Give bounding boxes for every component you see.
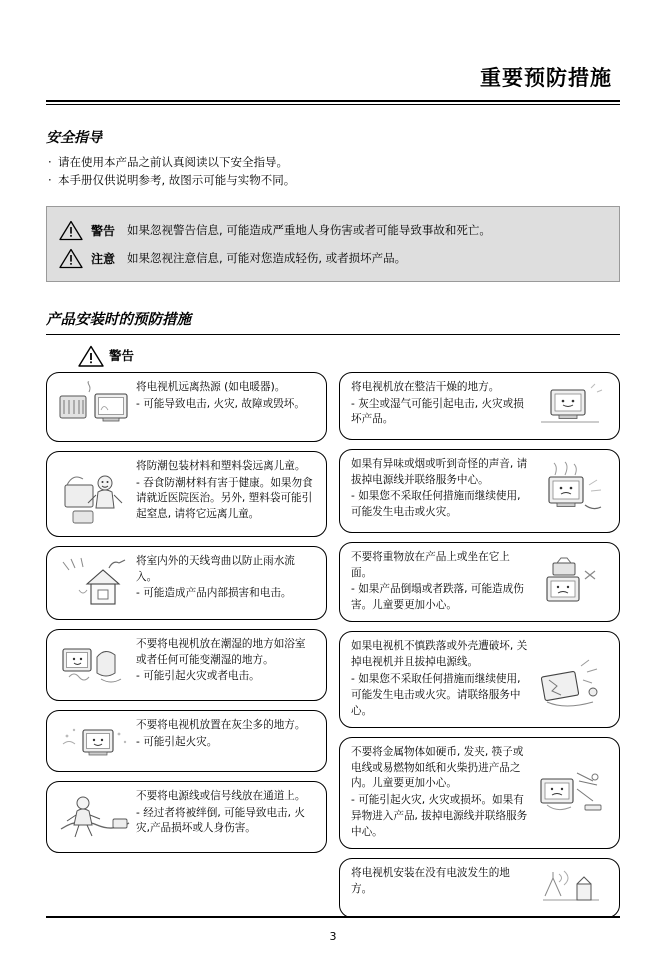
card-text	[134, 637, 317, 686]
card-text	[349, 550, 532, 615]
card-main-text: 如果电视机不慎跌落或外壳遭破坏, 关掉电视机并且拔掉电源线。	[351, 640, 528, 669]
safety-bullet-1	[48, 154, 620, 172]
page-number: 3	[329, 930, 337, 943]
bullet-dot: ·	[48, 155, 52, 169]
plastic-bag-child-illustration	[56, 459, 134, 529]
warning-triangle-icon	[78, 345, 102, 366]
card-main-text: 如果有异味或烟或听到奇怪的声音, 请拔掉电源线并联络服务中心。	[351, 457, 528, 486]
bathroom-humidity-illustration	[56, 637, 134, 693]
warning-triangle-icon	[59, 220, 83, 241]
safety-bullet-2-text: 本手册仅供说明参考, 故图示可能与实物不同。	[58, 172, 296, 187]
dusty-place-illustration	[56, 718, 134, 764]
cable-on-walkway-illustration	[56, 789, 134, 845]
broken-tv-unplug-illustration	[532, 646, 610, 712]
card-text	[134, 459, 317, 524]
footer-rule	[46, 916, 620, 918]
card-bathroom-humidity	[46, 629, 327, 701]
card-text	[349, 745, 532, 841]
no-radio-wave-area-illustration	[532, 866, 610, 910]
card-text	[134, 380, 317, 413]
install-warning-heading	[78, 345, 620, 366]
card-text	[134, 554, 317, 603]
card-main-text: 不要将电视机放置在灰尘多的地方。	[136, 718, 306, 731]
tv-near-heater-illustration	[56, 380, 134, 434]
card-text	[349, 380, 532, 429]
card-sub-text: - 可能导致电击, 火灾, 故障或毁坏。	[136, 397, 305, 410]
card-main-text: 不要将电视机放在潮湿的地方如浴室或者任何可能变潮湿的地方。	[136, 637, 306, 666]
card-strange-noise-unplug	[339, 449, 620, 533]
safety-guide-heading: 安全指导	[46, 130, 102, 146]
card-main-text: 将防潮包装材料和塑料袋远离儿童。	[136, 459, 306, 472]
card-antenna-house	[46, 546, 327, 620]
notice-warning-text: 如果忽视警告信息, 可能造成严重地人身伤害或者可能导致事故和死亡。	[127, 223, 491, 238]
no-metal-insert-illustration	[532, 755, 610, 831]
right-column	[339, 372, 620, 918]
title-rule-thick	[46, 100, 620, 102]
card-broken-tv-unplug	[339, 631, 620, 727]
card-sub-text: - 如果产品倒塌或者跌落, 可能造成伤害。儿童要更加小心。	[351, 583, 524, 612]
card-cable-on-walkway	[46, 781, 327, 853]
card-sub-text: - 可能造成产品内部损害和电击。	[136, 587, 292, 600]
card-main-text: 不要将重物放在产品上或坐在它上面。	[351, 550, 510, 579]
card-dry-clean-place	[339, 372, 620, 440]
caution-triangle-icon	[59, 248, 83, 269]
title-rule-thin	[46, 104, 620, 105]
card-sub-text: - 如果您不采取任何措施而继续使用, 可能发生电击或火灾。请联络服务中心。	[351, 672, 521, 717]
card-text	[134, 789, 317, 838]
safety-bullet-2	[48, 172, 620, 190]
precaution-card-columns	[46, 372, 620, 918]
card-main-text: 不要将电源线或信号线放在通道上。	[136, 789, 306, 802]
card-main-text: 不要将金属物体如硬币, 发夹, 筷子或电线或易燃物如纸和火柴扔进产品之内。儿童要更加小心。	[351, 745, 524, 790]
card-main-text: 将室内外的天线弯曲以防止雨水流入。	[136, 554, 295, 583]
notice-box	[46, 206, 620, 282]
notice-row-warning	[59, 220, 607, 241]
card-main-text: 将电视机远离热源 (如电暖器)。	[136, 380, 286, 393]
card-no-metal-insert	[339, 737, 620, 849]
card-sub-text: - 吞食防潮材料有害于健康。如果勿食请就近医院医治。另外, 塑料袋可能引起窒息, 请将它远离儿童。	[136, 476, 313, 521]
dry-clean-place-illustration	[532, 380, 610, 432]
card-tv-near-heater	[46, 372, 327, 442]
antenna-house-illustration	[56, 554, 134, 612]
page-title: 重要预防措施	[480, 66, 612, 90]
card-sub-text: - 可能引起火灾, 火灾或损坏。如果有异物进入产品, 拔掉电源线并联络服务中心。	[351, 794, 528, 839]
install-warning-label: 警告	[109, 348, 135, 364]
card-text	[134, 718, 317, 751]
bullet-dot: ·	[48, 172, 52, 187]
notice-caution-text: 如果忽视注意信息, 可能对您造成轻伤, 或者损坏产品。	[127, 251, 407, 266]
card-sub-text: - 可能引起火灾。	[136, 735, 218, 748]
card-text	[349, 639, 532, 719]
card-plastic-bag-child	[46, 451, 327, 537]
card-text	[349, 457, 532, 522]
card-no-radio-wave-area	[339, 858, 620, 918]
card-text	[349, 866, 532, 899]
no-heavy-object-illustration	[532, 555, 610, 609]
safety-bullet-1-text: 请在使用本产品之前认真阅读以下安全指导。	[58, 155, 288, 169]
install-section-heading: 产品安装时的预防措施	[46, 308, 620, 335]
card-sub-text: - 经过者将被绊倒, 可能导致电击, 火灾,产品损坏或人身伤害。	[136, 806, 305, 835]
card-main-text: 将电视机放在整洁干燥的地方。	[351, 380, 500, 393]
left-column	[46, 372, 327, 918]
card-sub-text: - 灰尘或湿气可能引起电击, 火灾或损坏产品。	[351, 397, 524, 426]
card-no-heavy-object	[339, 542, 620, 623]
card-sub-text: - 可能引起火灾或者电击。	[136, 670, 260, 683]
notice-warning-label: 警告	[91, 223, 116, 238]
card-sub-text: - 如果您不采取任何措施而继续使用, 可能发生电击或火灾。	[351, 490, 521, 519]
strange-noise-unplug-illustration	[532, 457, 610, 525]
title-block	[46, 0, 620, 105]
notice-row-caution	[59, 248, 607, 269]
notice-caution-label: 注意	[91, 251, 116, 266]
card-dusty-place	[46, 710, 327, 772]
card-main-text: 将电视机安装在没有电波发生的地方。	[351, 866, 510, 895]
